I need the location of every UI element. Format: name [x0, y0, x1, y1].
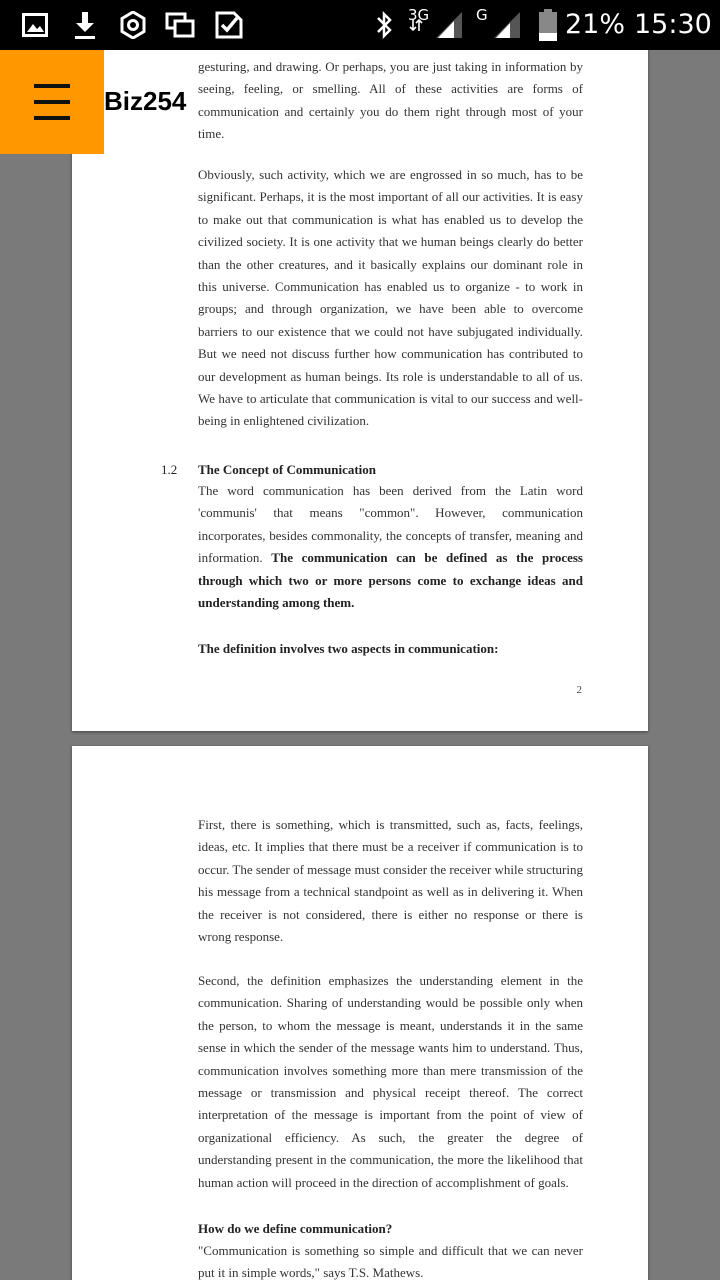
paragraph: First, there is something, which is transmitted, such as, facts, feelings, ideas, etc. It implies that there must be a receiver if communication is to occur. The sender of message must consider the receiver while structuring his message from a technical standpoint as well as in delivering it. When the receiver is not considered, there is either no response or there is wrong response.: [198, 817, 583, 945]
signal-icon: [490, 0, 524, 50]
quote: "Communication is something so simple and difficult that we can never put it in simple words," says T.S. Mathews.: [198, 1243, 583, 1280]
clock: 15:30: [634, 9, 712, 40]
section-text: The word communication has been derived from the Latin word 'communis' that means "common". However, communication incorporates, besides commonality, the concepts of transfer, meaning and information.: [198, 483, 583, 566]
definition-line: The definition involves two aspects in communication:: [198, 641, 499, 656]
image-icon: [20, 0, 50, 50]
check-icon: [213, 0, 245, 50]
section-definition: The communication can be defined as the process through which two or more persons come to exchange ideas and understanding among them.: [198, 550, 583, 611]
menu-button[interactable]: [0, 50, 104, 154]
status-bar: [0, 0, 720, 50]
data-arrows-icon: [406, 10, 426, 40]
page-number: 2: [576, 684, 582, 696]
document-viewer[interactable]: [0, 50, 720, 1280]
signal-icon: [432, 0, 466, 50]
section-title: The Concept of Communication: [198, 462, 377, 477]
document-page: [72, 746, 648, 1280]
bluetooth-icon: [372, 0, 396, 50]
paragraph: gesturing, and drawing. Or perhaps, you are just taking in information by seeing, feeling, or smelling. All of these activities are forms of communication and certainly you do them right through most of your time.: [198, 59, 583, 142]
download-icon: [70, 0, 100, 50]
app-title: Biz254: [104, 86, 187, 116]
copy-icon: [164, 0, 196, 50]
document-page: [72, 50, 648, 731]
network-g-label: G: [476, 6, 488, 24]
battery-percent: 21%: [565, 9, 626, 40]
section-paragraph: [198, 480, 583, 614]
paragraph: Second, the definition emphasizes the understanding element in the communication. Sharing of understanding would be possible only when the person, to whom the message is meant, understands it in the same sense in which the sender of the message wants him to understand. Thus, communication involves something more than mere transmission of the message or transmission and physical receipt thereof. The correct interpretation of the message is important from the point of view of organizational efficiency. As such, the greater the degree of understanding present in the communication, the more the likelihood that human action will proceed in the direction of accomplishment of goals.: [198, 973, 583, 1190]
question-heading: How do we define communication?: [198, 1221, 393, 1236]
network-3g-label: 3G: [408, 6, 430, 24]
battery-icon: [536, 0, 560, 50]
section-number: 1.2: [161, 462, 178, 477]
paragraph: Obviously, such activity, which we are engrossed in so much, has to be significant. Perhaps, it is the most important of all our activities. It is easy to make out that communication is what has enabled us to develop the civilized society. It is one activity that we human beings clearly do better than the other creatures, and it basically explains our dominant role in this universe. Communication has enabled us to organize - to work in groups; and through organization, we have been able to overcome barriers to our existence that we could not have subjugated individually. But we need not discuss further how communication has contributed to our development as human beings. Its role is understandable to all of us. We have to articulate that communication is vital to our success and well-being in enlightened civilization.: [198, 167, 583, 429]
hamburger-menu-icon: [34, 84, 70, 120]
settings-icon: [118, 0, 148, 50]
